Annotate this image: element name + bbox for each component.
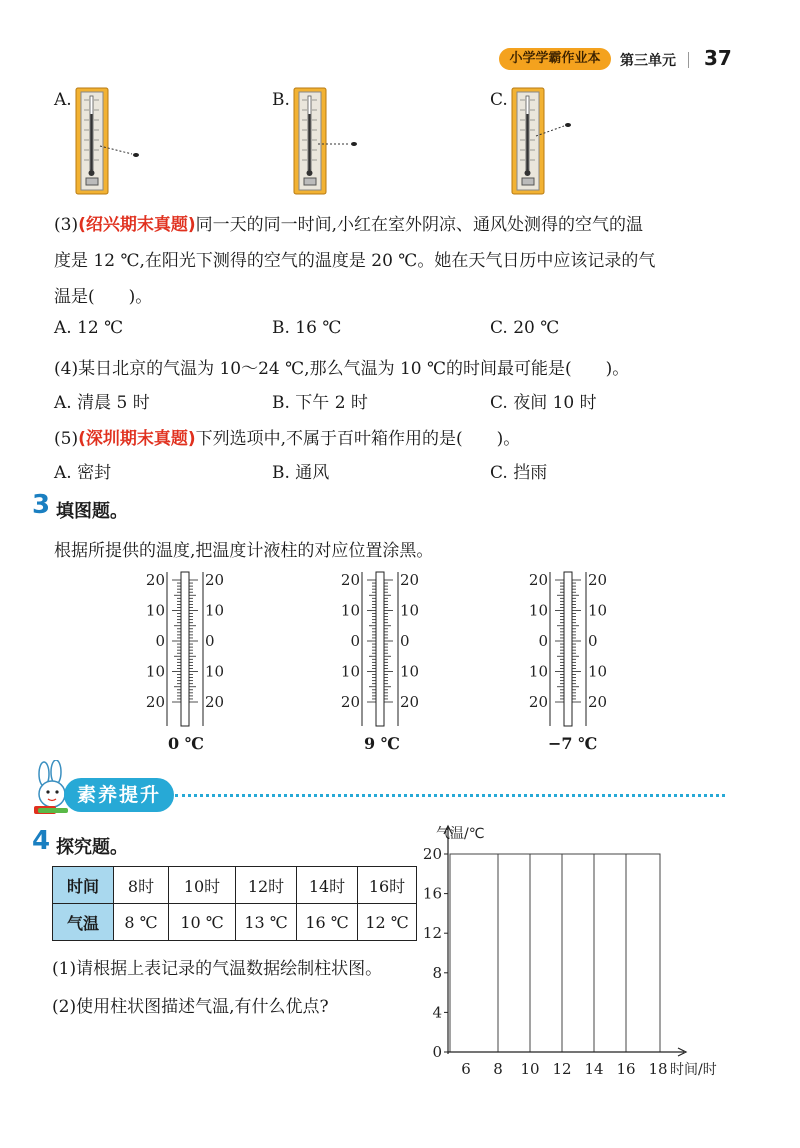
q3-line1 — [54, 210, 643, 235]
thermo-option-b-label: B. — [272, 90, 290, 110]
thermometer-picture-b — [288, 86, 378, 198]
thermo-option-c-label: C. — [490, 90, 508, 110]
table-header-temp: 气温 — [53, 904, 114, 941]
q5-prefix: (5) — [54, 429, 79, 449]
x-tick-label: 10 — [520, 1060, 540, 1078]
scale-label-left: 20 — [145, 693, 165, 711]
liquid-tube — [564, 572, 572, 726]
thermo-option-a-label: A. — [54, 90, 72, 110]
q3-line1-text: 同一天的同一时间,小红在室外阴凉、通风处测得的空气的温 — [195, 215, 644, 235]
table-cell: 8 ℃ — [114, 904, 169, 941]
q5-text: 下列选项中,不属于百叶箱作用的是( )。 — [195, 429, 521, 449]
table-row-temp — [53, 904, 417, 941]
scale-label-left: 20 — [340, 693, 360, 711]
table-cell: 14时 — [297, 867, 358, 904]
scale-label-right: 10 — [588, 601, 608, 620]
y-tick-label: 20 — [422, 845, 442, 863]
thermometer-picture-a — [70, 86, 160, 198]
table-cell: 10 ℃ — [169, 904, 236, 941]
q5-option-b[interactable]: B. 通风 — [272, 463, 330, 483]
y-tick-label: 16 — [422, 884, 442, 903]
unit-label: 第三单元 — [620, 53, 676, 69]
table-cell: 13 ℃ — [236, 904, 297, 941]
x-axis-title: 时间/时 — [670, 1062, 717, 1078]
scale-label-right: 10 — [205, 601, 225, 620]
y-axis-title: 气温/℃ — [436, 826, 485, 842]
x-tick-label: 18 — [648, 1060, 668, 1078]
scale-thermometer-3[interactable] — [513, 570, 623, 730]
table-cell: 16时 — [358, 867, 417, 904]
scale-label-left: 0 — [350, 632, 360, 650]
q4-option-a[interactable]: A. 清晨 5 时 — [54, 393, 150, 413]
scale-label-right: 0 — [588, 632, 598, 650]
scale-thermometer-2[interactable] — [325, 570, 435, 730]
scale-label-right: 20 — [588, 693, 608, 711]
y-tick-label: 8 — [432, 963, 442, 982]
x-tick-label: 14 — [584, 1060, 604, 1078]
scale-label-left: 10 — [528, 662, 548, 681]
q3-option-a[interactable]: A. 12 ℃ — [54, 318, 124, 338]
thermometer-picture-c — [506, 86, 596, 198]
brand-badge: 小学学霸作业本 — [499, 48, 611, 70]
chart-grid-frame — [450, 854, 660, 1052]
scale-label-right: 0 — [205, 632, 215, 650]
q3-option-c[interactable]: C. 20 ℃ — [490, 318, 560, 338]
x-tick-label: 8 — [493, 1060, 503, 1078]
scale-label-right: 20 — [400, 693, 420, 711]
temperature-bar-chart[interactable] — [400, 820, 740, 1090]
scale-label-left: 10 — [145, 662, 165, 681]
temperature-table — [52, 866, 417, 941]
header-divider — [688, 52, 689, 68]
table-cell: 8时 — [114, 867, 169, 904]
table-header-time: 时间 — [53, 867, 114, 904]
scale-label-right: 0 — [400, 632, 410, 650]
scale-label-left: 10 — [340, 601, 360, 620]
q3-source-tag: (绍兴期末真题) — [78, 215, 196, 235]
gauge-2-label: 9 ℃ — [364, 734, 400, 753]
q3-option-b[interactable]: B. 16 ℃ — [272, 318, 342, 338]
scale-thermometer-1[interactable] — [130, 570, 240, 730]
scale-label-left: 10 — [528, 601, 548, 620]
section4-title: 探究题。 — [56, 837, 128, 858]
scale-label-left: 0 — [538, 632, 548, 650]
section4-sub1: (1)请根据上表记录的气温数据绘制柱状图。 — [52, 959, 383, 979]
x-tick-label: 12 — [552, 1060, 572, 1078]
liquid-tube — [181, 572, 189, 726]
x-tick-label: 16 — [616, 1060, 636, 1078]
scale-label-right: 20 — [400, 571, 420, 589]
scale-label-right: 20 — [588, 571, 608, 589]
q5-option-a[interactable]: A. 密封 — [54, 463, 112, 483]
q3-line3: 温是( )。 — [54, 287, 153, 307]
gauge-1-label: 0 ℃ — [168, 734, 204, 753]
scale-label-right: 10 — [588, 662, 608, 681]
liquid-tube — [376, 572, 384, 726]
scale-label-left: 0 — [155, 632, 165, 650]
scale-label-right: 10 — [400, 601, 420, 620]
table-cell: 10时 — [169, 867, 236, 904]
scale-label-right: 10 — [400, 662, 420, 681]
x-tick-label: 6 — [461, 1060, 471, 1078]
table-row-time — [53, 867, 417, 904]
scale-label-left: 10 — [145, 601, 165, 620]
scale-label-left: 20 — [528, 571, 548, 589]
scale-label-left: 20 — [528, 693, 548, 711]
section4-number: 4 — [32, 826, 51, 856]
y-tick-label: 0 — [432, 1043, 442, 1061]
table-cell: 12时 — [236, 867, 297, 904]
scale-label-left: 10 — [340, 662, 360, 681]
section3-title: 填图题。 — [56, 501, 128, 522]
y-tick-label: 12 — [422, 924, 442, 943]
q4-option-b[interactable]: B. 下午 2 时 — [272, 393, 368, 413]
q5-option-c[interactable]: C. 挡雨 — [490, 463, 548, 483]
q4-option-c[interactable]: C. 夜间 10 时 — [490, 393, 597, 413]
gauge-3-label: −7 ℃ — [548, 734, 598, 753]
q5-source-tag: (深圳期末真题) — [78, 429, 196, 449]
scale-label-right: 20 — [205, 693, 225, 711]
y-tick-label: 4 — [432, 1003, 442, 1022]
section3-instruction: 根据所提供的温度,把温度计液柱的对应位置涂黑。 — [54, 541, 434, 561]
q5-line — [54, 424, 520, 449]
table-cell: 16 ℃ — [297, 904, 358, 941]
scale-label-right: 20 — [205, 571, 225, 589]
section3-number: 3 — [32, 490, 51, 520]
q4-text: (4)某日北京的气温为 10～24 ℃,那么气温为 10 ℃的时间最可能是( )。 — [54, 359, 630, 379]
scale-label-left: 20 — [145, 571, 165, 589]
page-number: 37 — [704, 46, 732, 70]
q3-prefix: (3) — [54, 215, 79, 235]
banner-dotted-rule — [175, 794, 725, 797]
scale-label-left: 20 — [340, 571, 360, 589]
q3-line2: 度是 12 ℃,在阳光下测得的空气的温度是 20 ℃。她在天气日历中应该记录的气 — [54, 251, 656, 271]
literacy-banner: 素养提升 — [64, 778, 174, 812]
table-cell: 12 ℃ — [358, 904, 417, 941]
scale-label-right: 10 — [205, 662, 225, 681]
section4-sub2: (2)使用柱状图描述气温,有什么优点? — [52, 997, 329, 1017]
